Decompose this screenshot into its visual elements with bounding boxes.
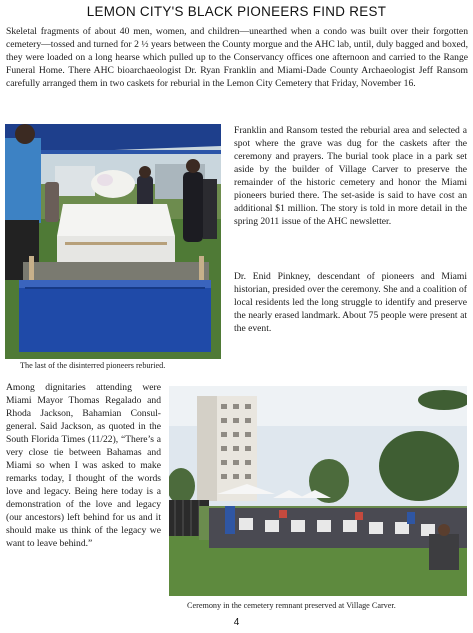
right-column-paragraph-1: Franklin and Ransom tested the reburial area and selected a spot where the grave was dug for the caskets after the ceremony and prayers. The burial took place in a park set aside by the builder of Village Carver to preserve the remainder of the historic cemetery and honor the Miami pioneers buried there. The set-aside is said to have cost an additional $1 million. The story is told in more detail in the spring 2011 issue of the AHC newsletter.	[234, 125, 467, 227]
page-number: 4	[233, 617, 240, 628]
ceremony-photo-caption: Ceremony in the cemetery remnant preserved at Village Carver.	[187, 601, 396, 610]
reburial-photo-caption: The last of the disinterred pioneers reburied.	[20, 361, 166, 370]
intro-paragraph: Skeletal fragments of about 40 men, women, and children—unearthed when a condo was built over their forgotten cemetery—tossed and turned for 2 ½ years between the County morgue and the AHC lab, until, duly bagged and boxed, they were loaded on a long hearse which pulled up to the Conservancy offices one afternoon and carried to the Range Funeral Home. There AHC bioarchaeologist Dr. Ryan Franklin and Miami-Dade County Archaeologist Jeff Ransom carefully arranged them in two caskets for reburial in the Lemon City Cemetery that Friday, November 16.	[6, 26, 468, 89]
ceremony-photo	[169, 386, 467, 596]
left-column-paragraph-3: Among dignitaries attending were Miami Mayor Thomas Regalado and Rhoda Jackson, Bahamian Consul-general. Said Jackson, as quoted in the South Florida Times (11/22), “There’s a very close tie between Bahamas and Miami so when I was asked to make remarks today, I thought of the words love and legacy. Being here today is a demonstration of the love and legacy (our ancestors) left behind for us and it should make us think of the legacy we want to leave behind.”	[6, 382, 161, 549]
ceremony-photo-image	[169, 386, 467, 596]
reburial-photo	[5, 124, 221, 359]
article-headline: LEMON CITY'S BLACK PIONEERS FIND REST	[86, 4, 387, 19]
reburial-photo-image	[5, 124, 221, 359]
right-column-paragraph-2: Dr. Enid Pinkney, descendant of pioneers and Miami historian, presided over the ceremony. She and a coalition of local residents led the long struggle to identify and preserve the nearly erased landmark. About 75 people were present at the event.	[234, 271, 467, 334]
